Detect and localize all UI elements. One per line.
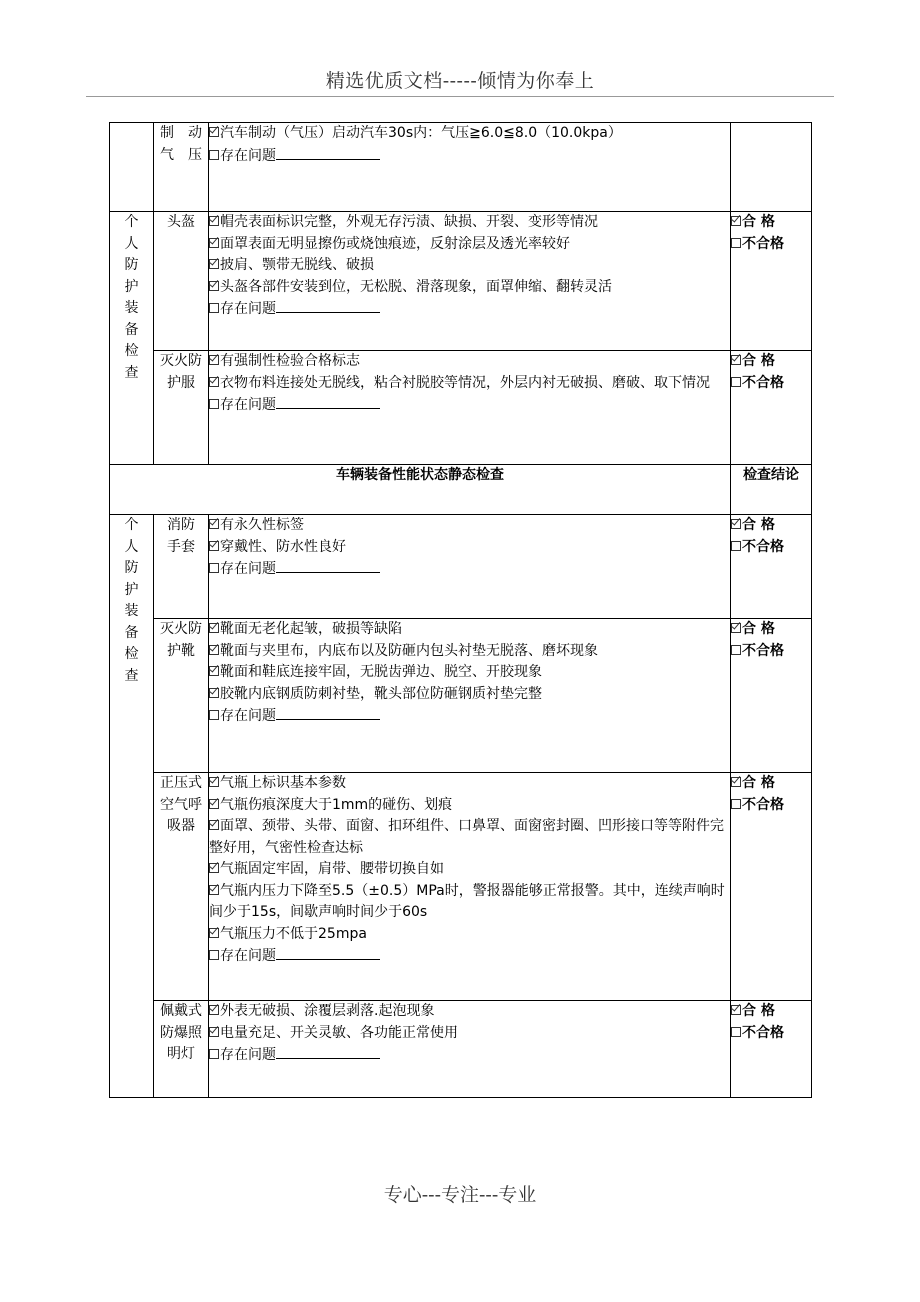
list-item: 外表无破损、涂覆层剥落.起泡现象 [209,1001,730,1023]
inspection-table [109,122,812,1098]
checked-box-icon[interactable] [209,666,219,676]
fail-label: 不合格 [742,642,784,659]
checked-box-icon[interactable] [209,777,219,787]
table-row [110,1001,812,1098]
checked-box-icon[interactable] [209,645,219,655]
checked-box-icon[interactable] [209,127,219,137]
item-gloves: 消防 手套 [154,515,209,619]
checked-box-icon[interactable] [209,1027,219,1037]
empty-box-icon[interactable] [209,710,219,720]
empty-box-icon[interactable] [209,150,219,160]
result-scba [731,773,812,1001]
checked-box-icon[interactable] [209,259,219,269]
checked-box-icon[interactable] [209,863,219,873]
section-header-row [110,465,812,515]
checked-box-icon[interactable] [209,281,219,291]
fail-label: 不合格 [742,538,784,555]
issue-blank-field[interactable] [276,1044,380,1059]
empty-box-icon[interactable] [731,1027,741,1037]
issue-blank-field[interactable] [276,558,380,573]
issue-line: 存在问题 [209,298,730,321]
list-item: 衣物布料连接处无脱线，粘合衬脱胶等情况，外层内衬无破损、磨破、取下情况 [209,373,730,395]
issue-blank-field[interactable] [276,145,380,160]
list-item: 有永久性标签 [209,515,730,537]
table-row [110,515,812,619]
issue-blank-field[interactable] [276,945,380,960]
conclusion-header: 检查结论 [731,465,812,515]
pass-label: 合 格 [742,214,775,230]
checklist-lamp [209,1001,731,1098]
pass-label: 合 格 [742,621,775,637]
list-item: 靴面和鞋底连接牢固，无脱齿弹边、脱空、开胶现象 [209,662,730,684]
issue-line: 存在问题 [209,1044,730,1067]
page-header-title: 精选优质文档-----倾情为你奉上 [325,70,595,92]
checked-box-icon[interactable] [209,623,219,633]
checked-box-icon[interactable] [209,238,219,248]
checked-box-icon[interactable] [731,623,741,633]
result-gloves [731,515,812,619]
empty-box-icon[interactable] [731,377,741,387]
list-item: 气瓶压力不低于25mpa [209,924,730,946]
result-helmet [731,212,812,351]
pass-label: 合 格 [742,517,775,533]
checked-box-icon[interactable] [731,777,741,787]
list-item: 有强制性检验合格标志 [209,351,730,373]
item-scba: 正压式 空气呼 吸器 [154,773,209,1001]
issue-line: 存在问题 [209,558,730,581]
empty-box-icon[interactable] [209,303,219,313]
issue-blank-field[interactable] [276,394,380,409]
checked-box-icon[interactable] [731,519,741,529]
list-item: 胶靴内底钢质防刺衬垫，靴头部位防砸钢质衬垫完整 [209,684,730,706]
checked-box-icon[interactable] [209,216,219,226]
empty-box-icon[interactable] [209,1049,219,1059]
item-boots: 灭火防 护靴 [154,619,209,773]
list-item: 靴面无老化起皱，破损等缺陷 [209,619,730,641]
category-personal-protection: 个人防护装备检查 [110,212,154,465]
pass-label: 合 格 [742,1003,775,1019]
fail-label: 不合格 [742,235,784,252]
checklist-helmet [209,212,731,351]
result-suit [731,351,812,465]
header-divider [86,96,834,97]
list-item: 汽车制动（气压）启动汽车30s内：气压≧6.0≦8.0（10.0kpa） [209,123,730,145]
checklist-gloves [209,515,731,619]
category-personal-protection: 个人防护装备检查 [110,515,154,1098]
checked-box-icon[interactable] [731,355,741,365]
item-helmet: 头盔 [154,212,209,351]
checked-box-icon[interactable] [731,216,741,226]
checklist-boots [209,619,731,773]
issue-blank-field[interactable] [276,298,380,313]
list-item: 帽壳表面标识完整，外观无存污渍、缺损、开裂、变形等情况 [209,212,730,234]
issue-blank-field[interactable] [276,705,380,720]
checked-box-icon[interactable] [209,799,219,809]
list-item: 靴面与夹里布，内底布以及防砸内包头衬垫无脱落、磨坏现象 [209,641,730,663]
fail-label: 不合格 [742,796,784,813]
checklist-scba [209,773,731,1001]
empty-box-icon[interactable] [209,399,219,409]
fail-label: 不合格 [742,1024,784,1041]
empty-box-icon[interactable] [209,950,219,960]
issue-line: 存在问题 [209,705,730,728]
issue-line: 存在问题 [209,394,730,417]
checked-box-icon[interactable] [209,377,219,387]
category-cell-empty [110,123,154,212]
pass-label: 合 格 [742,775,775,791]
result-cell-empty [731,123,812,212]
table-row [110,619,812,773]
empty-box-icon[interactable] [209,563,219,573]
empty-box-icon[interactable] [731,645,741,655]
checked-box-icon[interactable] [209,688,219,698]
item-protective-suit: 灭火防 护服 [154,351,209,465]
empty-box-icon[interactable] [731,541,741,551]
checked-box-icon[interactable] [209,541,219,551]
item-brake-pressure: 制 动 气 压 [154,123,209,212]
checked-box-icon[interactable] [209,1005,219,1015]
checked-box-icon[interactable] [209,519,219,529]
list-item: 气瓶伤痕深度大于1mm的碰伤、划痕 [209,795,730,817]
table-row [110,773,812,1001]
checked-box-icon[interactable] [731,1005,741,1015]
pass-label: 合 格 [742,353,775,369]
list-item: 气瓶上标识基本参数 [209,773,730,795]
table-row [110,212,812,351]
checked-box-icon[interactable] [209,885,219,895]
empty-box-icon[interactable] [731,238,741,248]
issue-line: 存在问题 [209,945,730,968]
checked-box-icon[interactable] [209,355,219,365]
section-title: 车辆装备性能状态静态检查 [110,465,731,515]
item-explosion-proof-lamp: 佩戴式 防爆照 明灯 [154,1001,209,1098]
empty-box-icon[interactable] [731,799,741,809]
table-row [110,351,812,465]
list-item: 头盔各部件安装到位，无松脱、滑落现象，面罩伸缩、翻转灵活 [209,277,730,299]
result-lamp [731,1001,812,1098]
list-item: 穿戴性、防水性良好 [209,537,730,559]
list-item: 面罩表面无明显擦伤或烧蚀痕迹，反射涂层及透光率较好 [209,234,730,256]
checked-box-icon[interactable] [209,820,219,830]
list-item: 面罩、颈带、头带、面窗、扣环组件、口鼻罩、面窗密封圈、凹形接口等等附件完整好用，气密性检查达标 [209,818,724,856]
checked-box-icon[interactable] [209,928,219,938]
list-item: 气瓶固定牢固，肩带、腰带切换自如 [209,859,730,881]
list-item: 披肩、颚带无脱线、破损 [209,255,730,277]
table-row [110,123,812,212]
checklist-suit [209,351,731,465]
list-item: 气瓶内压力下降至5.5（±0.5）MPa时，警报器能够正常报警。其中，连续声响时间少于15s，间歇声响时间少于60s [209,882,725,920]
issue-line: 存在问题 [209,145,730,168]
checklist-brake [209,123,731,212]
list-item: 电量充足、开关灵敏、各功能正常使用 [209,1023,730,1045]
page-footer: 专心---专注---专业 [383,1184,537,1206]
fail-label: 不合格 [742,374,784,391]
result-boots [731,619,812,773]
